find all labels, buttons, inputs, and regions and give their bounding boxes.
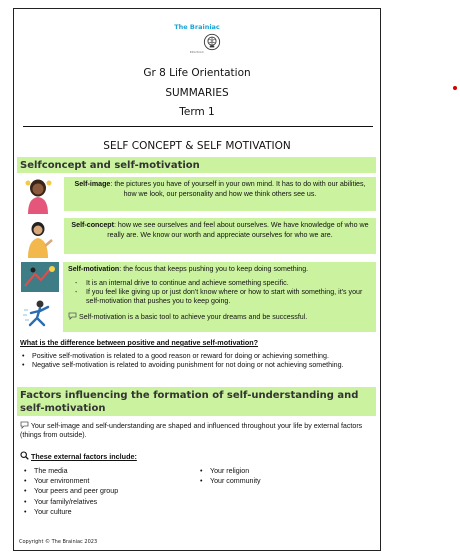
term-title: Term 1 — [179, 106, 215, 118]
grade-title: Gr 8 Life Orientation — [143, 67, 251, 79]
magnifier-icon — [20, 451, 29, 460]
list-item: • Your environment — [21, 476, 191, 486]
self-concept-definition — [64, 218, 376, 254]
list-item: • Your peers and peer group — [21, 486, 191, 496]
list-item: • Positive self-motivation is related to a good reason or reward for doing or achieving something. — [20, 352, 378, 361]
self-image-definition — [64, 177, 376, 211]
self-motivation-term: Self-motivation — [68, 265, 120, 273]
external-factors-label: These external factors include: — [31, 452, 137, 461]
runner-target-illustration — [21, 262, 59, 292]
woman-pointing-illustration — [22, 220, 54, 258]
self-motivation-lead — [68, 265, 371, 274]
self-image-term: Self-image — [74, 180, 111, 188]
speech-bubble-icon — [68, 312, 77, 320]
selfconcept-heading-bar — [17, 157, 376, 173]
tool-note-text: Self-motivation is a basic tool to achieve your dreams and be successful. — [78, 313, 308, 321]
factors-intro-text: Your self-image and self-understanding are shaped and influenced throughout your life by external factors (things from outside). — [20, 422, 363, 439]
section-title: SELF CONCEPT & SELF MOTIVATION — [103, 140, 291, 152]
speech-bubble-icon — [20, 421, 29, 429]
external-factors-heading — [20, 451, 137, 461]
girl-thinking-illustration — [22, 178, 54, 214]
difference-question: What is the difference between positive and negative self-motivation? — [20, 338, 259, 347]
list-item: • The media — [21, 466, 191, 476]
factors-list-right — [197, 466, 367, 486]
copyright-notice: Copyright © The Brainiac 2023 — [19, 539, 98, 545]
self-motivation-text: : the focus that keeps pushing you to keep doing something. — [119, 265, 309, 273]
margin-dot — [453, 86, 457, 90]
summaries-title: SUMMARIES — [165, 87, 229, 99]
list-item: - It is an internal drive to continue and achieve something specific. — [75, 279, 371, 288]
factors-list-left — [21, 466, 191, 517]
running-person-illustration — [22, 298, 58, 328]
list-item: • Your family/relatives — [21, 497, 191, 507]
list-item: • Your religion — [197, 466, 367, 476]
header-divider — [23, 126, 373, 127]
list-item: - If you feel like giving up or just don't know where or how to start with something, it's your self-motivation that pushes you to keep going. — [75, 288, 371, 306]
factors-heading-bar — [17, 387, 376, 416]
list-item: • Your community — [197, 476, 367, 486]
brand-name: The Brainiac — [174, 23, 220, 31]
list-item: • Your culture — [21, 507, 191, 517]
self-motivation-points — [75, 279, 371, 306]
self-concept-term: Self-concept — [71, 221, 114, 229]
brain-logo-icon — [203, 33, 221, 51]
difference-list — [20, 352, 378, 369]
self-image-text: : the pictures you have of yourself in your own mind. It has to do with our abilities, how we look, our personality and how we think others see us. — [110, 180, 366, 198]
factors-intro — [20, 421, 372, 440]
logo-caption: BRAINIAC — [189, 51, 205, 54]
selfconcept-heading: Selfconcept and self-motivation — [20, 160, 200, 171]
factors-heading: Factors influencing the formation of self-understanding and self-motivation — [20, 390, 359, 414]
list-item: • Negative self-motivation is related to avoiding punishment for not doing or not achieving something. — [20, 361, 378, 370]
self-motivation-tool-note — [68, 312, 371, 322]
self-concept-text: : how we see ourselves and feel about ourselves. We have knowledge of who we really are. We know our worth and appreciate ourselves for who we are. — [107, 221, 369, 239]
self-motivation-definition — [63, 262, 376, 332]
